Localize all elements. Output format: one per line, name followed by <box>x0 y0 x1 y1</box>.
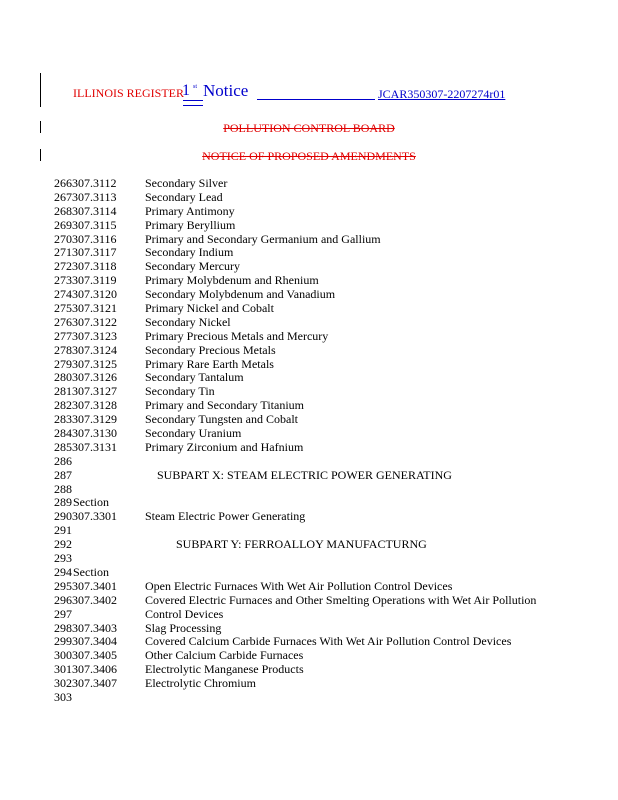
document-line <box>54 635 594 649</box>
line-number: 296307.3402 <box>54 592 117 607</box>
page-number-suffix: st <box>193 84 198 90</box>
line-number: 275307.3121 <box>54 301 117 316</box>
section-title: Covered Calcium Carbide Furnaces With Wet Air Pollution Control Devices <box>145 634 512 649</box>
line-number: 282307.3128 <box>54 398 117 413</box>
document-line <box>54 233 594 247</box>
line-number: 302307.3407 <box>54 676 117 691</box>
line-number: 281307.3127 <box>54 384 117 399</box>
document-line <box>54 580 594 594</box>
section-title: Primary and Secondary Titanium <box>145 398 304 413</box>
register-title: ILLINOIS REGISTER <box>73 86 184 100</box>
document-line <box>54 302 594 316</box>
line-number: 292 <box>54 537 72 552</box>
section-title: Secondary Indium <box>145 245 234 260</box>
line-number: 270307.3116 <box>54 231 117 246</box>
document-line <box>54 274 594 288</box>
section-title: Primary Beryllium <box>145 217 236 232</box>
jcar-code: JCAR350307-2207274r01 <box>378 87 506 101</box>
document-line <box>54 219 594 233</box>
section-title: Secondary Tantalum <box>145 370 244 385</box>
document-line <box>54 191 594 205</box>
document-line <box>54 316 594 330</box>
line-number: 297 <box>54 606 72 621</box>
notice-label: Notice <box>203 81 249 100</box>
line-number: 287 <box>54 467 72 482</box>
line-number: 274307.3120 <box>54 287 117 302</box>
document-line <box>54 288 594 302</box>
line-number: 293 <box>54 551 72 566</box>
document-line <box>54 594 594 608</box>
document-line <box>54 622 594 636</box>
line-number: 278307.3124 <box>54 342 117 357</box>
section-title: Primary Molybdenum and Rhenium <box>145 273 319 288</box>
line-number: 298307.3403 <box>54 620 117 635</box>
line-number: 301307.3406 <box>54 662 117 677</box>
section-title: Secondary Mercury <box>145 259 240 274</box>
document-line <box>54 691 594 705</box>
line-number: 289 <box>54 495 72 510</box>
line-number: 295307.3401 <box>54 578 117 593</box>
agency-name: POLLUTION CONTROL BOARD <box>223 121 395 135</box>
document-line <box>54 413 594 427</box>
line-number: 276307.3122 <box>54 314 117 329</box>
line-number: 268307.3114 <box>54 203 117 218</box>
document-line <box>54 399 594 413</box>
section-title: Covered Electric Furnaces and Other Smelting Operations with Wet Air Pollution <box>145 592 537 607</box>
line-number: 299307.3404 <box>54 634 117 649</box>
section-title: Electrolytic Chromium <box>145 676 256 691</box>
line-number: 277307.3123 <box>54 328 117 343</box>
section-title: Control Devices <box>145 606 224 621</box>
section-title: Secondary Uranium <box>145 426 242 441</box>
document-line <box>54 385 594 399</box>
document-line <box>54 566 594 580</box>
notice-title: NOTICE OF PROPOSED AMENDMENTS <box>202 149 416 163</box>
line-number: 266307.3112 <box>54 176 117 190</box>
document-line <box>54 524 594 538</box>
line-number: 291 <box>54 523 72 538</box>
section-label: Section <box>73 495 109 510</box>
document-line <box>54 663 594 677</box>
document-line <box>54 483 594 497</box>
line-number: 280307.3126 <box>54 370 117 385</box>
change-bar <box>40 73 41 107</box>
header-underline <box>183 100 203 101</box>
section-title: Secondary Tungsten and Cobalt <box>145 412 298 427</box>
header-rule <box>257 99 375 100</box>
section-title: Secondary Tin <box>145 384 215 399</box>
section-title: Primary Zirconium and Hafnium <box>145 439 304 454</box>
document-line <box>54 371 594 385</box>
section-title: Slag Processing <box>145 620 222 635</box>
document-line <box>54 552 594 566</box>
document-line <box>54 538 594 552</box>
line-number: 303 <box>54 689 72 704</box>
section-label: Section <box>73 564 109 579</box>
section-title: Primary Rare Earth Metals <box>145 356 274 371</box>
section-title: Primary Antimony <box>145 203 235 218</box>
line-number: 283307.3129 <box>54 412 117 427</box>
line-number: 269307.3115 <box>54 217 117 232</box>
section-title: Secondary Molybdenum and Vanadium <box>145 287 336 302</box>
section-title: Electrolytic Manganese Products <box>145 662 304 677</box>
section-title: Primary and Secondary Germanium and Gallium <box>145 231 381 246</box>
document-line <box>54 427 594 441</box>
line-number: 267307.3113 <box>54 189 117 204</box>
section-title: Primary Precious Metals and Mercury <box>145 328 329 343</box>
document-line <box>54 177 594 191</box>
document-line <box>54 649 594 663</box>
line-number: 271307.3117 <box>54 245 117 260</box>
document-line <box>54 469 594 483</box>
line-number: 284307.3130 <box>54 426 117 441</box>
document-line <box>54 344 594 358</box>
document-line <box>54 205 594 219</box>
subpart-heading: SUBPART X: STEAM ELECTRIC POWER GENERATING <box>157 467 452 482</box>
document-line <box>54 510 594 524</box>
section-title: Secondary Silver <box>145 176 228 190</box>
page-number: 1 <box>182 82 190 99</box>
document-line <box>54 677 594 691</box>
section-title: Secondary Precious Metals <box>145 342 276 357</box>
line-number: 285307.3131 <box>54 439 117 454</box>
line-number: 294 <box>54 564 72 579</box>
header-underline <box>183 105 203 106</box>
subpart-heading: SUBPART Y: FERROALLOY MANUFACTURNG <box>176 537 427 552</box>
line-number: 286 <box>54 453 72 468</box>
section-title: Open Electric Furnaces With Wet Air Pollution Control Devices <box>145 578 453 593</box>
line-number: 300307.3405 <box>54 648 117 663</box>
line-number: 273307.3119 <box>54 273 117 288</box>
line-number: 290307.3301 <box>54 509 117 524</box>
document-line <box>54 358 594 372</box>
document-line <box>54 455 594 469</box>
document-line <box>54 246 594 260</box>
line-number: 288 <box>54 481 72 496</box>
line-number: 279307.3125 <box>54 356 117 371</box>
document-line <box>54 330 594 344</box>
document-line <box>54 441 594 455</box>
document-line <box>54 496 594 510</box>
section-title: Primary Nickel and Cobalt <box>145 301 274 316</box>
line-list <box>54 177 594 705</box>
document-line <box>54 260 594 274</box>
section-title: Secondary Lead <box>145 189 223 204</box>
document-line <box>54 608 594 622</box>
section-title: Other Calcium Carbide Furnaces <box>145 648 304 663</box>
section-title: Secondary Nickel <box>145 314 231 329</box>
section-title: Steam Electric Power Generating <box>145 509 306 524</box>
line-number: 272307.3118 <box>54 259 117 274</box>
